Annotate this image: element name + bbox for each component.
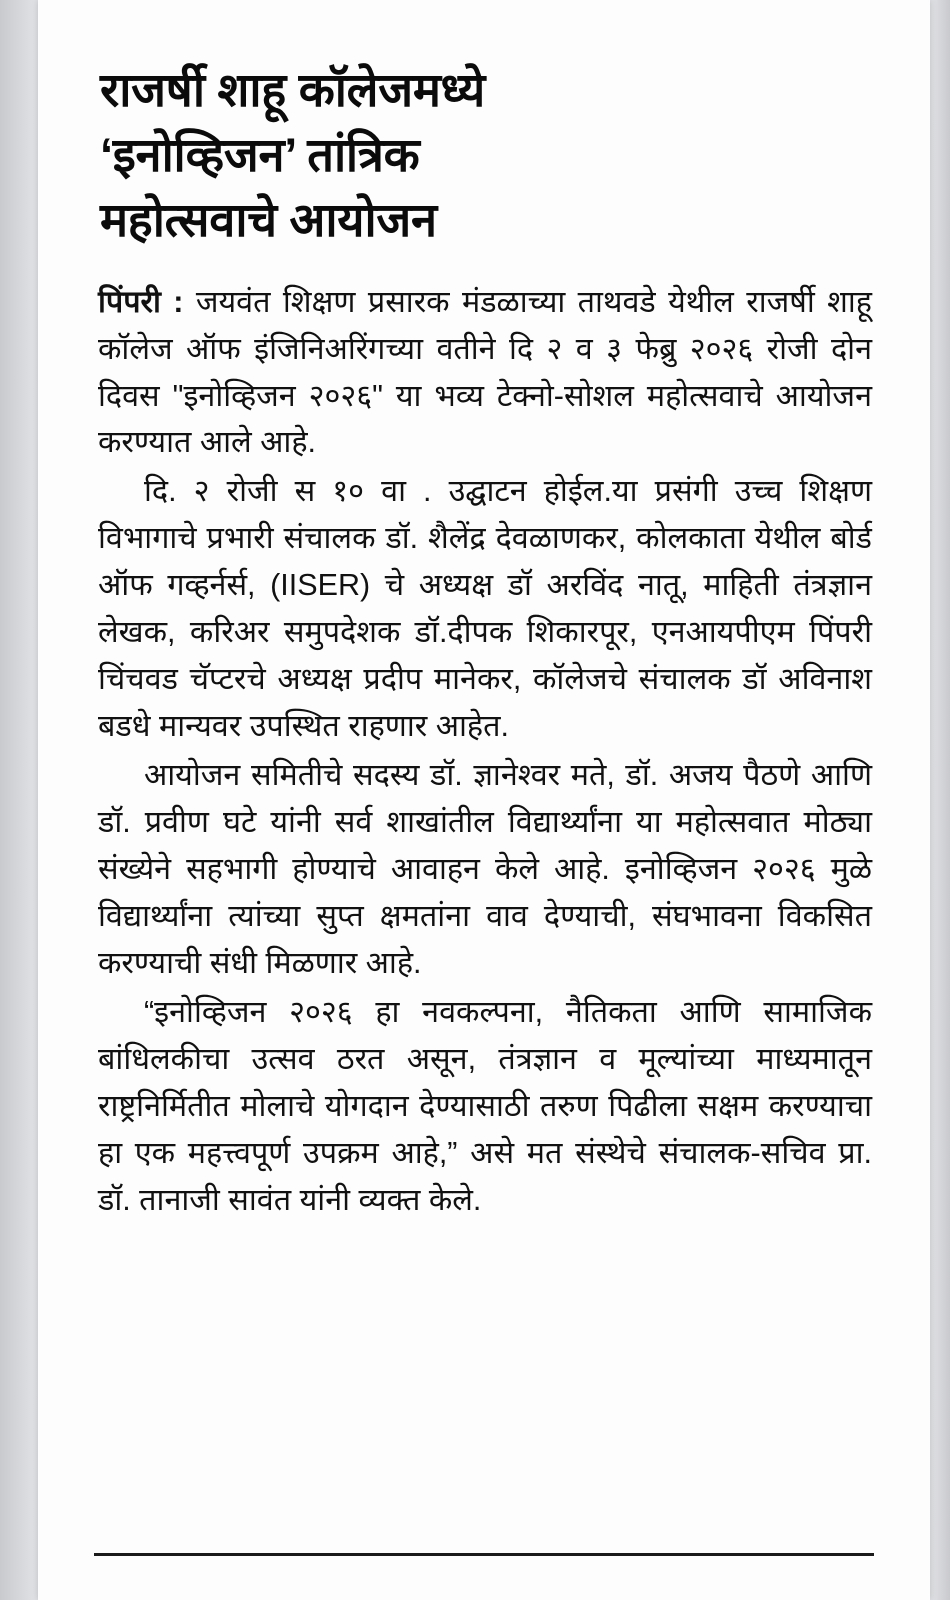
bottom-divider — [94, 1553, 874, 1556]
paragraph-2: दि. २ रोजी स १० वा . उद्घाटन होईल.या प्रसंगी उच्च शिक्षण विभागाचे प्रभारी संचालक डॉ. शैलेंद्र देवळाणकर, कोलकाता येथील बोर्ड ऑफ गव्हर्नर्स, (IISER) चे अध्यक्ष डॉ अरविंद नातू, माहिती तंत्रज्ञान लेखक, करिअर समुपदेशक डॉ.दीपक शिकारपूर, एनआयपीएम पिंपरी चिंचवड चॅप्टरचे अध्यक्ष प्रदीप मानेकर, कॉलेजचे संचालक डॉ अविनाश बडधे मान्यवर उपस्थित राहणार आहेत. — [98, 474, 872, 744]
headline-line-2: ‘इनोव्हिजन’ तांत्रिक — [100, 127, 420, 181]
paragraph-3: आयोजन समितीचे सदस्य डॉ. ज्ञानेश्वर मते, डॉ. अजय पैठणे आणि डॉ. प्रवीण घटे यांनी सर्व शाखांतील विद्यार्थ्यांना या महोत्सवात मोठ्या संख्येने सहभागी होण्याचे आवाहन केले आहे. इनोव्हिजन २०२६ मुळे विद्यार्थ्यांना त्यांच्या सुप्त क्षमतांना वाव देण्याची, संघभावना विकसित करण्याची संधी मिळणार आहे. — [98, 758, 872, 981]
headline-line-3: महोत्सवाचे आयोजन — [100, 192, 437, 246]
headline-line-1: राजर्षी शाहू कॉलेजमध्ये — [100, 63, 485, 116]
article-body — [94, 279, 874, 1224]
paragraph-1-text: जयवंत शिक्षण प्रसारक मंडळाच्या ताथवडे येथील राजर्षी शाहू कॉलेज ऑफ इंजिनिअरिंगच्या वतीने दि २ व ३ फेब्रु २०२६ रोजी दोन दिवस "इनोव्हिजन २०२६" या भव्य टेक्नो-सोशल महोत्सवाचे आयोजन करण्यात आले आहे. — [98, 284, 872, 460]
paragraph-4: “इनोव्हिजन २०२६ हा नवकल्पना, नैतिकता आणि सामाजिक बांधिलकीचा उत्सव ठरत असून, तंत्रज्ञान व मूल्यांच्या माध्यमातून राष्ट्रनिर्मितीत मोलाचे योगदान देण्यासाठी तरुण पिढीला सक्षम करण्याचा हा एक महत्त्वपूर्ण उपक्रम आहे,” असे मत संस्थेचे संचालक-सचिव प्रा. डॉ. तानाजी सावंत यांनी व्यक्त केले. — [98, 995, 872, 1217]
article-paper — [38, 0, 930, 1600]
paragraph-1 — [98, 279, 872, 467]
page-left-edge — [0, 0, 38, 1600]
page-title — [94, 58, 874, 253]
dateline: पिंपरी : — [98, 284, 184, 319]
page-right-edge — [930, 0, 950, 1600]
